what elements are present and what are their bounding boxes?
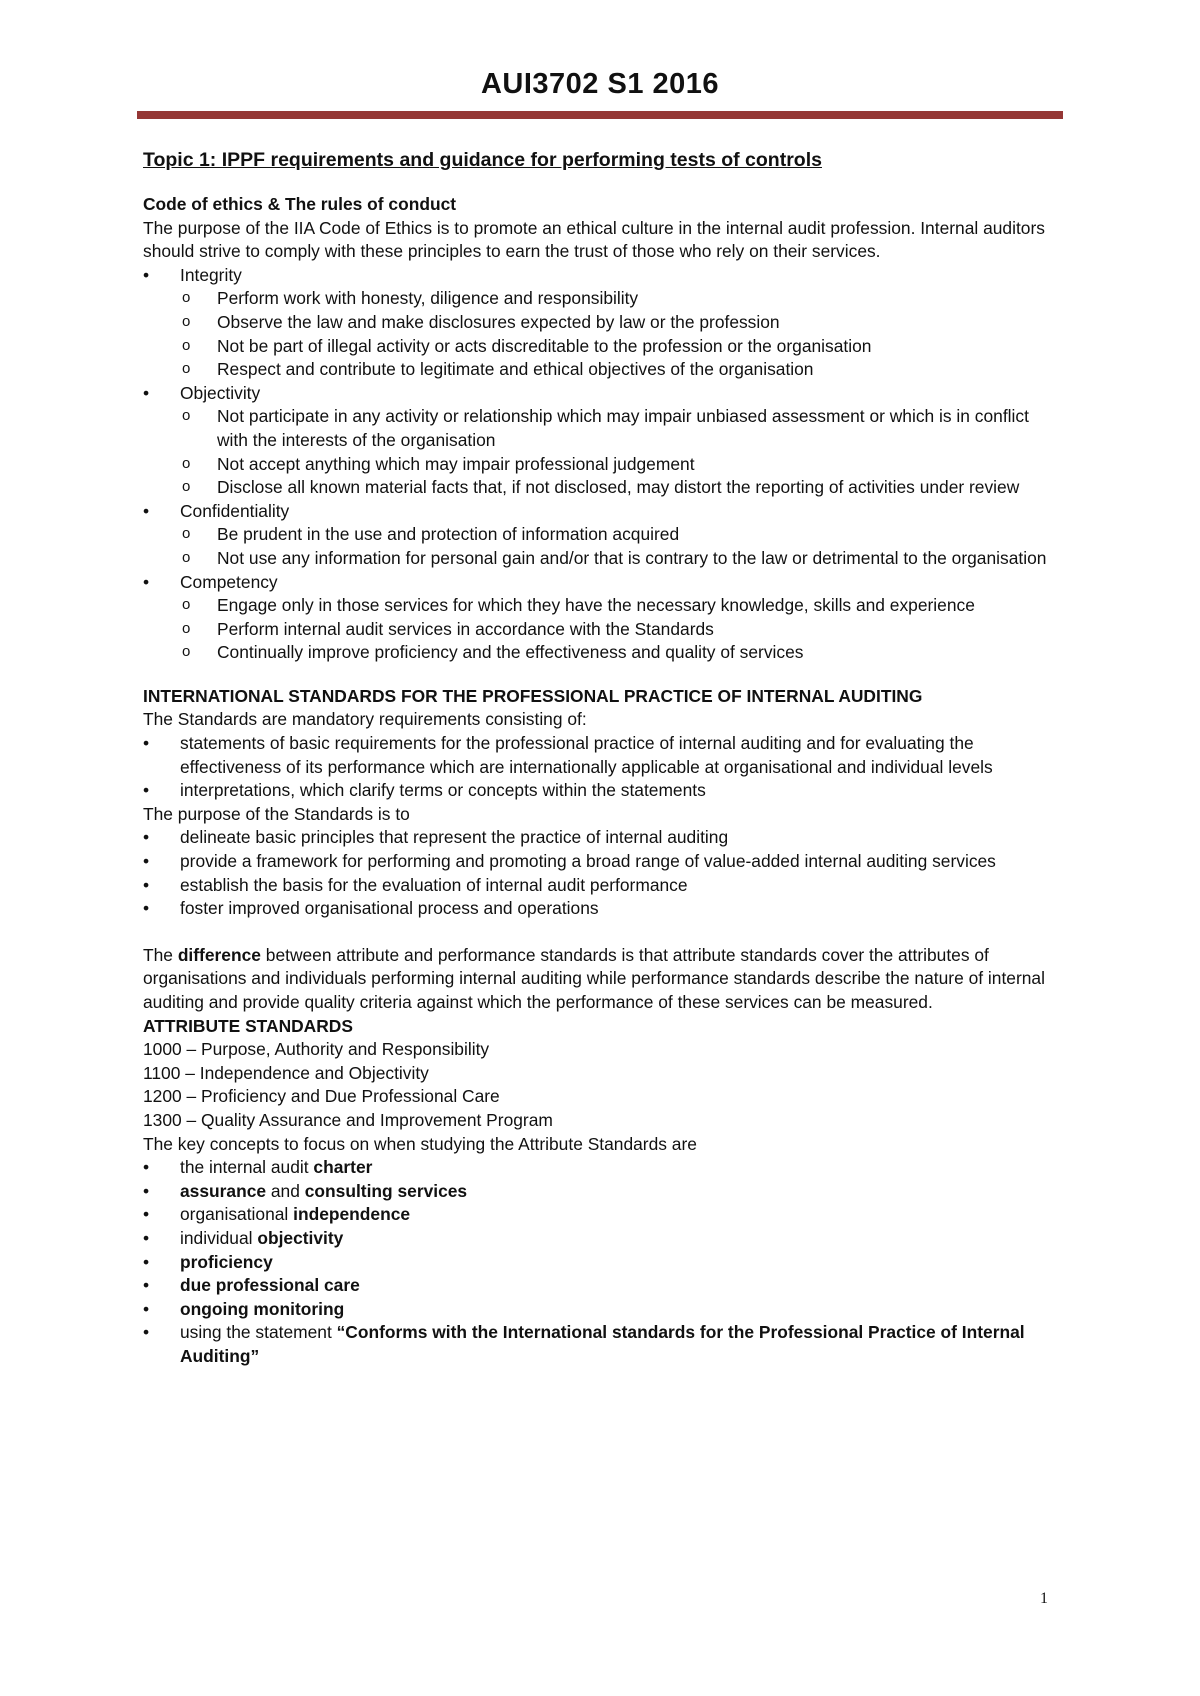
concept-item xyxy=(143,1227,1063,1251)
rule-item: o Not be part of illegal activity or acts discreditable to the profession or the organisation xyxy=(180,335,1063,359)
concept-keyword: assurance xyxy=(180,1180,267,1201)
concept-item xyxy=(143,1298,1063,1322)
principle-rules-list xyxy=(180,523,1063,570)
concept-keyword: independence xyxy=(293,1204,411,1225)
ethics-intro: The purpose of the IIA Code of Ethics is to promote an ethical culture in the internal audit profession. Internal auditors should strive to comply with these principles to earn the trust of those who rely on their services. xyxy=(143,217,1045,262)
concept-text: the internal audit xyxy=(180,1157,314,1178)
principle-label: Confidentiality xyxy=(180,500,290,521)
rule-item: o Respect and contribute to legitimate and ethical objectives of the organisation xyxy=(180,358,1063,382)
rule-item: o Engage only in those services for which they have the necessary knowledge, skills and experience xyxy=(180,594,1063,618)
principle-objectivity xyxy=(143,382,1063,500)
purpose-item: • establish the basis for the evaluation of internal audit performance xyxy=(143,874,1063,898)
document-header-title: AUI3702 S1 2016 xyxy=(480,68,720,100)
principle-integrity xyxy=(143,264,1063,382)
ethics-principles-list xyxy=(143,264,1063,665)
key-concepts-list xyxy=(143,1156,1063,1368)
concept-item xyxy=(143,1321,1063,1368)
difference-keyword: difference xyxy=(177,944,261,965)
requirement-item: • interpretations, which clarify terms or concepts within the statements xyxy=(143,779,1063,803)
page-number: 1 xyxy=(1040,1590,1048,1607)
section-spacer xyxy=(143,921,1063,944)
rule-item: o Perform internal audit services in accordance with the Standards xyxy=(180,618,1063,642)
difference-prefix: The xyxy=(143,944,178,965)
principle-rules-list xyxy=(180,594,1063,665)
section-spacer xyxy=(143,665,1063,685)
concept-item xyxy=(143,1203,1063,1227)
rule-item: o Not participate in any activity or relationship which may impair unbiased assessment or which is in conflict with the interests of the organisation xyxy=(180,405,1063,452)
rule-item: o Not accept anything which may impair professional judgement xyxy=(180,453,1063,477)
difference-text: between attribute and performance standards is that attribute standards cover the attributes of organisations and individuals performing internal auditing while performance standards describe the nature of internal auditing and provide quality criteria against which the performance of these services can be measured. xyxy=(143,944,1045,1012)
rule-item: o Observe the law and make disclosures expected by law or the profession xyxy=(180,311,1063,335)
concept-text: using the statement xyxy=(180,1322,337,1343)
concept-text: and xyxy=(266,1180,305,1201)
rule-item: o Not use any information for personal gain and/or that is contrary to the law or detrimental to the organisation xyxy=(180,547,1063,571)
standards-purpose-intro: The purpose of the Standards is to xyxy=(143,803,410,824)
principle-rules-list xyxy=(180,287,1063,381)
standards-purpose-list xyxy=(143,826,1063,920)
concept-text: organisational xyxy=(180,1204,294,1225)
concept-item xyxy=(143,1274,1063,1298)
purpose-item: • delineate basic principles that represent the practice of internal auditing xyxy=(143,826,1063,850)
attribute-code: 1200 – Proficiency and Due Professional Care xyxy=(143,1086,500,1107)
principle-label: Integrity xyxy=(180,264,242,285)
concept-keyword: objectivity xyxy=(257,1227,344,1248)
purpose-item: • foster improved organisational process and operations xyxy=(143,897,1063,921)
principle-rules-list xyxy=(180,405,1063,499)
purpose-item: • provide a framework for performing and promoting a broad range of value-added internal auditing services xyxy=(143,850,1063,874)
attribute-code: 1000 – Purpose, Authority and Responsibility xyxy=(143,1039,490,1060)
concept-item xyxy=(143,1251,1063,1275)
principle-confidentiality xyxy=(143,500,1063,571)
concept-keyword: consulting services xyxy=(304,1180,468,1201)
standards-intro: The Standards are mandatory requirements consisting of: xyxy=(143,709,587,730)
ethics-heading: Code of ethics & The rules of conduct xyxy=(143,194,457,214)
concept-keyword: ongoing monitoring xyxy=(180,1298,345,1319)
principle-label: Objectivity xyxy=(180,382,261,403)
requirement-item: • statements of basic requirements for the professional practice of internal auditing and for evaluating the effectiveness of its performance which are internationally applicable at organisational and individual levels xyxy=(143,732,1063,779)
concept-keyword: charter xyxy=(313,1157,373,1178)
principle-competency xyxy=(143,571,1063,665)
rule-item: o Be prudent in the use and protection of information acquired xyxy=(180,523,1063,547)
rule-item: o Perform work with honesty, diligence and responsibility xyxy=(180,287,1063,311)
concepts-intro: The key concepts to focus on when studying the Attribute Standards are xyxy=(143,1133,697,1154)
rule-item: o Continually improve proficiency and the effectiveness and quality of services xyxy=(180,641,1063,665)
concept-keyword: proficiency xyxy=(180,1251,273,1272)
concept-item xyxy=(143,1156,1063,1180)
concept-text: individual xyxy=(180,1227,258,1248)
header-divider xyxy=(137,111,1063,119)
topic-title: Topic 1: IPPF requirements and guidance for performing tests of controls xyxy=(143,149,822,171)
attribute-code: 1300 – Quality Assurance and Improvement Program xyxy=(143,1109,553,1130)
document-body xyxy=(143,147,1063,1369)
concept-item xyxy=(143,1180,1063,1204)
concept-keyword: “Conforms with the International standards for the Professional Practice of Internal Auditing” xyxy=(180,1322,1025,1366)
standards-requirements-list xyxy=(143,732,1063,803)
rule-item: o Disclose all known material facts that, if not disclosed, may distort the reporting of activities under review xyxy=(180,476,1063,500)
attribute-heading: ATTRIBUTE STANDARDS xyxy=(143,1015,353,1036)
attribute-code: 1100 – Independence and Objectivity xyxy=(143,1062,429,1083)
standards-heading: INTERNATIONAL STANDARDS FOR THE PROFESSIONAL PRACTICE OF INTERNAL AUDITING xyxy=(143,685,923,706)
principle-label: Competency xyxy=(180,571,278,592)
difference-paragraph xyxy=(143,944,1063,1015)
concept-keyword: due professional care xyxy=(180,1275,360,1296)
